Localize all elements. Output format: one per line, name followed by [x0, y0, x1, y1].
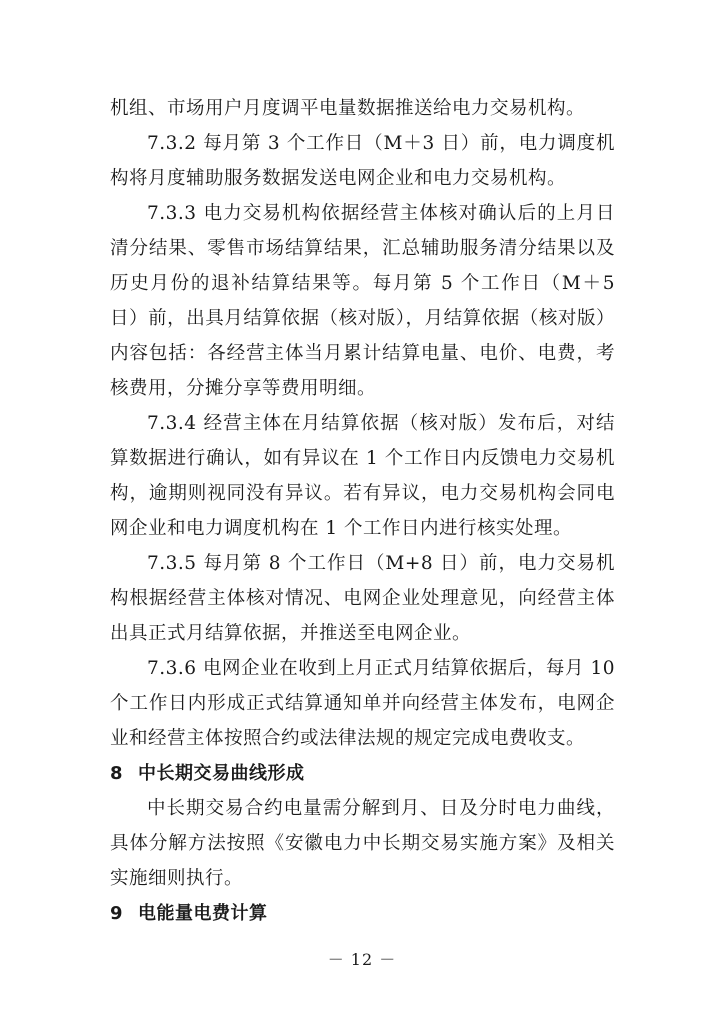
- section-heading-8: [110, 756, 615, 791]
- section-number: 8: [110, 763, 124, 784]
- section-number: 9: [110, 903, 124, 924]
- paragraph-7-3-6: 7.3.6 电网企业在收到上月正式月结算依据后，每月 10 个工作日内形成正式结算通知单并向经营主体发布，电网企业和经营主体按照合约或法律法规的规定完成电费收支。: [110, 658, 615, 749]
- section-heading-9: [110, 896, 615, 931]
- document-body: [110, 91, 615, 931]
- page-number: － 12 －: [327, 950, 397, 969]
- section-title: 中长期交易曲线形成: [138, 763, 305, 784]
- paragraph-7-3-3: 7.3.3 电力交易机构依据经营主体核对确认后的上月日清分结果、零售市场结算结果，汇总辅助服务清分结果以及历史月份的退补结算结果等。每月第 5 个工作日（M＋5 日）前，出具月结算依据（核对版），月结算依据（核对版）内容包括：各经营主体当月累计结算电量、电价、电费，考核费用，分摊分享等费用明细。: [110, 203, 615, 399]
- paragraph-section-8: 中长期交易合约电量需分解到月、日及分时电力曲线，具体分解方法按照《安徽电力中长期交易实施方案》及相关实施细则执行。: [110, 798, 615, 889]
- paragraph-7-3-4: 7.3.4 经营主体在月结算依据（核对版）发布后，对结算数据进行确认，如有异议在 1 个工作日内反馈电力交易机构，逾期则视同没有异议。若有异议，电力交易机构会同电网企业和电力调度机构在 1 个工作日内进行核实处理。: [110, 413, 615, 539]
- paragraph-7-3-2: 7.3.2 每月第 3 个工作日（M＋3 日）前，电力调度机构将月度辅助服务数据发送电网企业和电力交易机构。: [110, 133, 615, 189]
- paragraph-continuation: 机组、市场用户月度调平电量数据推送给电力交易机构。: [110, 98, 586, 119]
- paragraph-7-3-5: 7.3.5 每月第 8 个工作日（M+8 日）前，电力交易机构根据经营主体核对情况、电网企业处理意见，向经营主体出具正式月结算依据，并推送至电网企业。: [110, 553, 615, 644]
- section-title: 电能量电费计算: [138, 903, 268, 924]
